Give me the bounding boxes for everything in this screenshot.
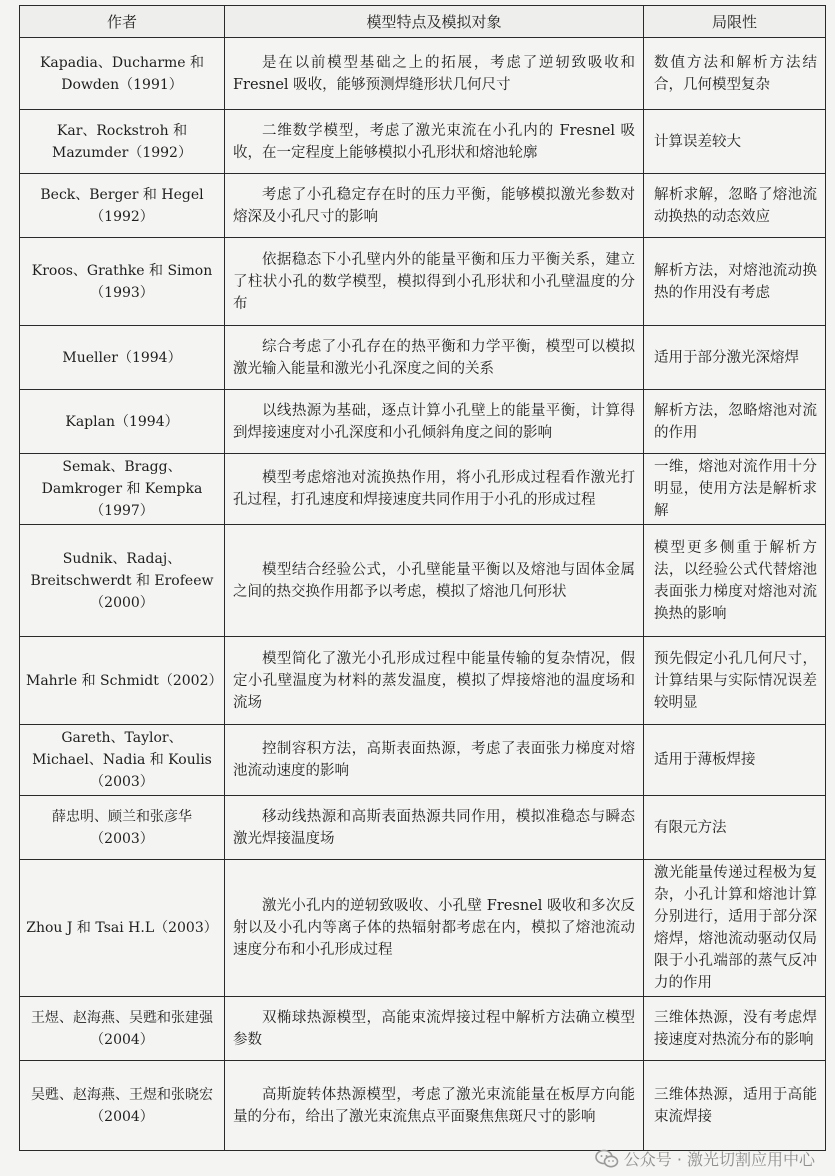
- limitation-cell: 适用于薄板焊接: [644, 725, 826, 796]
- description-cell: 综合考虑了小孔存在的热平衡和力学平衡，模型可以模拟激光输入能量和激光小孔深度之间的关系: [225, 326, 644, 390]
- table-row: [20, 725, 826, 796]
- author-cell: Semak、Bragg、Damkroger 和 Kempka（1997）: [20, 454, 225, 525]
- table-row: [20, 110, 826, 174]
- description-cell: 控制容积方法，高斯表面热源，考虑了表面张力梯度对熔池流动速度的影响: [225, 725, 644, 796]
- table-row: [20, 1061, 826, 1151]
- table-row: [20, 174, 826, 238]
- description-cell: 是在以前模型基础之上的拓展，考虑了逆轫致吸收和 Fresnel 吸收，能够预测焊缝形状几何尺寸: [225, 38, 644, 110]
- description-cell: 以线热源为基础，逐点计算小孔壁上的能量平衡，计算得到焊接速度对小孔深度和小孔倾斜角度之间的影响: [225, 390, 644, 454]
- limitation-cell: 有限元方法: [644, 796, 826, 860]
- author-cell: 吴甦、赵海燕、王煜和张晓宏（2004）: [20, 1061, 225, 1151]
- table-row: [20, 525, 826, 637]
- author-cell: Sudnik、Radaj、Breitschwerdt 和 Erofeew（2000）: [20, 525, 225, 637]
- table-row: [20, 38, 826, 110]
- description-cell: 考虑了小孔稳定存在时的压力平衡，能够模拟激光参数对熔深及小孔尺寸的影响: [225, 174, 644, 238]
- author-cell: Mueller（1994）: [20, 326, 225, 390]
- author-cell: Zhou J 和 Tsai H.L（2003）: [20, 860, 225, 997]
- wechat-icon: [595, 1149, 619, 1169]
- table-row: [20, 997, 826, 1061]
- header-author: 作者: [20, 6, 225, 38]
- table-row: [20, 637, 826, 725]
- header-description: 模型特点及模拟对象: [225, 6, 644, 38]
- description-cell: 模型简化了激光小孔形成过程中能量传输的复杂情况，假定小孔壁温度为材料的蒸发温度，模拟了焊接熔池的温度场和流场: [225, 637, 644, 725]
- limitation-cell: 一维，熔池对流作用十分明显，使用方法是解析求解: [644, 454, 826, 525]
- description-cell: 激光小孔内的逆轫致吸收、小孔壁 Fresnel 吸收和多次反射以及小孔内等离子体的热辐射都考虑在内，模拟了熔池流动速度分布和小孔形成过程: [225, 860, 644, 997]
- limitation-cell: 解析方法，对熔池流动换热的作用没有考虑: [644, 238, 826, 326]
- author-cell: Gareth、Taylor、Michael、Nadia 和 Koulis（2003）: [20, 725, 225, 796]
- limitation-cell: 解析求解，忽略了熔池流动换热的动态效应: [644, 174, 826, 238]
- description-cell: 模型考虑熔池对流换热作用，将小孔形成过程看作激光打孔过程，打孔速度和焊接速度共同作用于小孔的形成过程: [225, 454, 644, 525]
- limitation-cell: 适用于部分激光深熔焊: [644, 326, 826, 390]
- limitation-cell: 预先假定小孔几何尺寸，计算结果与实际情况误差较明显: [644, 637, 826, 725]
- table-row: [20, 454, 826, 525]
- description-cell: 二维数学模型，考虑了激光束流在小孔内的 Fresnel 吸收，在一定程度上能够模拟小孔形状和熔池轮廓: [225, 110, 644, 174]
- author-cell: Kar、Rockstroh 和 Mazumder（1992）: [20, 110, 225, 174]
- table-row: [20, 390, 826, 454]
- table-row: [20, 238, 826, 326]
- table-row: [20, 326, 826, 390]
- limitation-cell: 数值方法和解析方法结合，几何模型复杂: [644, 38, 826, 110]
- author-cell: 王煜、赵海燕、吴甦和张建强（2004）: [20, 997, 225, 1061]
- author-cell: Mahrle 和 Schmidt（2002）: [20, 637, 225, 725]
- author-cell: Beck、Berger 和 Hegel（1992）: [20, 174, 225, 238]
- watermark: [595, 1147, 815, 1170]
- table-header-row: [20, 6, 826, 38]
- author-cell: 薛忠明、顾兰和张彦华（2003）: [20, 796, 225, 860]
- table-row: [20, 860, 826, 997]
- description-cell: 双椭球热源模型，高能束流焊接过程中解析方法确立模型参数: [225, 997, 644, 1061]
- limitation-cell: 计算误差较大: [644, 110, 826, 174]
- author-cell: Kapadia、Ducharme 和 Dowden（1991）: [20, 38, 225, 110]
- limitation-cell: 模型更多侧重于解析方法，以经验公式代替熔池表面张力梯度对熔池对流换热的影响: [644, 525, 826, 637]
- limitation-cell: 解析方法，忽略熔池对流的作用: [644, 390, 826, 454]
- description-cell: 模型结合经验公式，小孔壁能量平衡以及熔池与固体金属之间的热交换作用都予以考虑，模拟了熔池几何形状: [225, 525, 644, 637]
- author-cell: Kroos、Grathke 和 Simon（1993）: [20, 238, 225, 326]
- description-cell: 高斯旋转体热源模型，考虑了激光束流能量在板厚方向能量的分布，给出了激光束流焦点平面聚焦焦斑尺寸的影响: [225, 1061, 644, 1151]
- header-limitation: 局限性: [644, 6, 826, 38]
- table-body: [20, 38, 826, 1151]
- comparison-table: [19, 5, 826, 1151]
- watermark-text: 公众号 · 激光切割应用中心: [623, 1150, 815, 1169]
- author-cell: Kaplan（1994）: [20, 390, 225, 454]
- table-row: [20, 796, 826, 860]
- limitation-cell: 激光能量传递过程极为复杂，小孔计算和熔池计算分别进行，适用于部分深熔焊，熔池流动驱动仅局限于小孔端部的蒸气反冲力的作用: [644, 860, 826, 997]
- description-cell: 依据稳态下小孔壁内外的能量平衡和压力平衡关系，建立了柱状小孔的数学模型，模拟得到小孔形状和小孔壁温度的分布: [225, 238, 644, 326]
- description-cell: 移动线热源和高斯表面热源共同作用，模拟准稳态与瞬态激光焊接温度场: [225, 796, 644, 860]
- limitation-cell: 三维体热源，没有考虑焊接速度对热流分布的影响: [644, 997, 826, 1061]
- limitation-cell: 三维体热源，适用于高能束流焊接: [644, 1061, 826, 1151]
